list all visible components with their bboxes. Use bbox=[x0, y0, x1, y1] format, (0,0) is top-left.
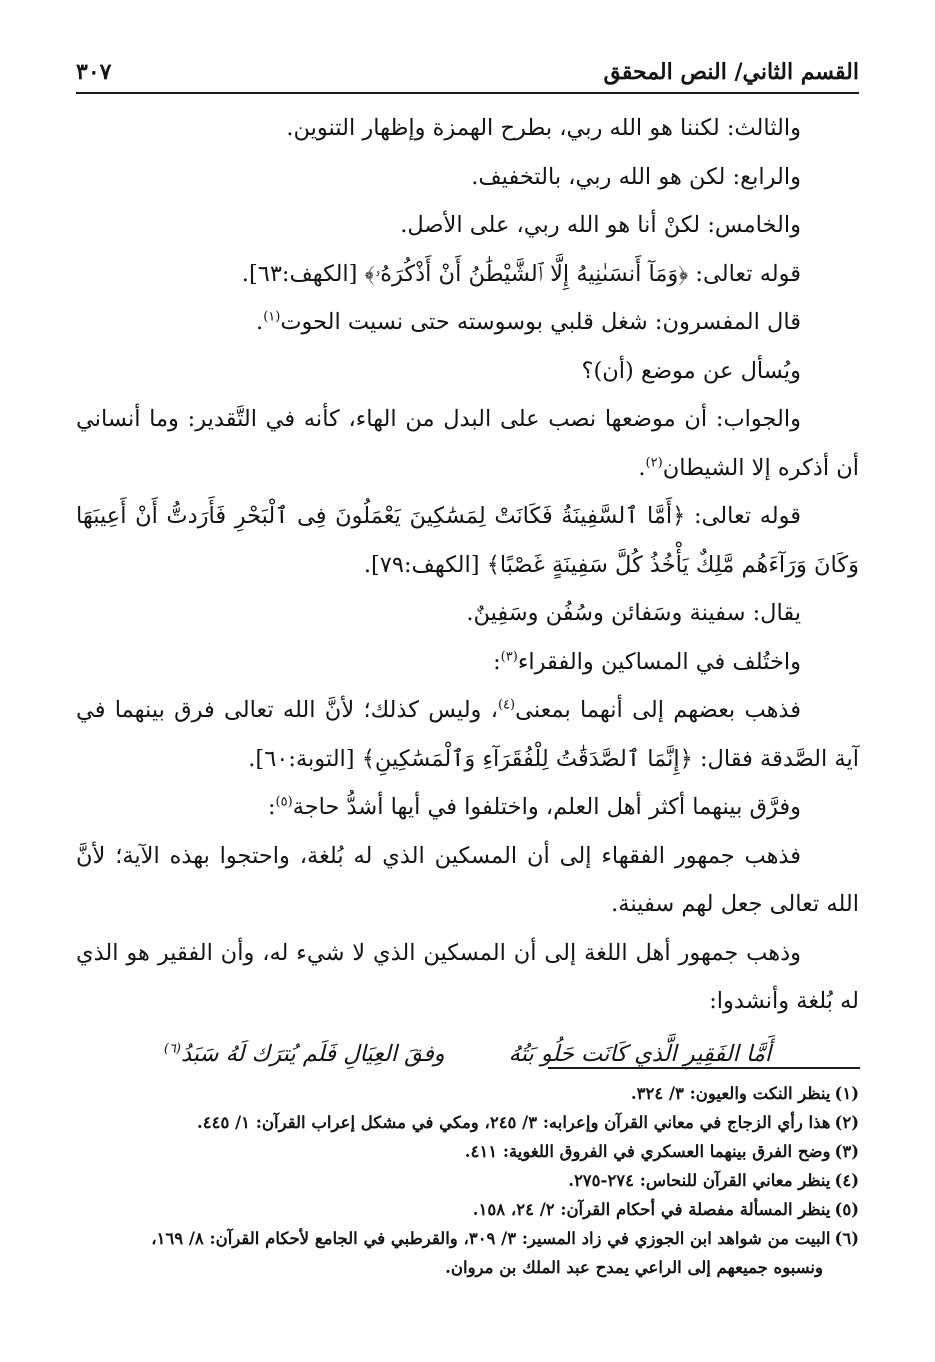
section-title: القسم الثاني/ النص المحقق bbox=[603, 59, 859, 85]
running-header bbox=[76, 52, 859, 92]
paragraph: يقال: سفينة وسَفائن وسُفُن وسَفِينٌ. bbox=[466, 600, 801, 626]
verse-hemistich-first: أَمَّا الفَقِيرِ الَّذي كَانَت حَلُو بَتُهُ bbox=[508, 1040, 772, 1067]
footnote-ref: (٥) bbox=[275, 794, 293, 810]
quran-verse: ﴿أَمَّا ٱلسَّفِينَةُ فَكَانَتْ لِمَسَٰكِينَ يَعْمَلُونَ فِى ٱلْبَحْرِ فَأَرَدتُّ أَنْ أَعِيبَهَا وَكَانَ وَرَآءَهُم مَّلِكٌ يَأْخُذُ كُلَّ سَفِينَةٍ غَصْبًا﴾ bbox=[76, 503, 859, 578]
quran-verse: ﴿إِنَّمَا ٱلصَّدَقَٰتُ لِلْفُقَرَآءِ وَٱلْمَسَٰكِينِ﴾ bbox=[361, 745, 693, 772]
paragraph: واختُلف في المساكين والفقراء$^{(٣)}$: bbox=[493, 648, 801, 675]
paragraph: والخامس: لكنْ أنا هو الله ربي، على الأصل. bbox=[400, 212, 801, 238]
footnote-ref: (٦) bbox=[163, 1041, 181, 1056]
quran-verse: ﴿وَمَآ أَنسَىٰنِيهُ إِلَّا ٱلشَّيْطَٰنُ أَنْ أَذْكُرَهُۥ﴾ bbox=[364, 260, 689, 287]
paragraph: والرابع: لكن هو الله ربي، بالتخفيف. bbox=[471, 163, 801, 190]
header-rule bbox=[76, 92, 859, 94]
verse-hemistich-second: وفقَ العِيَالِ فَلَم يُترَك لَهُ سَبَدُ$^{(٦)}$ bbox=[163, 1040, 445, 1067]
main-text bbox=[76, 104, 859, 1078]
paragraph: قال المفسرون: شغل قلبي بوسوسته حتى نسيت الحوت$^{(١)}$. bbox=[256, 309, 801, 335]
paragraph: وفرَّق بينهما أكثر أهل العلم، واختلفوا في أيها أشدُّ حاجة$^{(٥)}$: bbox=[267, 794, 801, 820]
footnote: (٢)هذا رأي الزجاج في معاني القرآن وإعرابه: ٣/ ٢٤٥، ومكي في مشكل إعراب القرآن: ١/ ٤٤٥. bbox=[197, 1113, 859, 1132]
paragraph: والجواب: أن موضعها نصب على البدل من الهاء، كأنه في التَّقدير: وما أنساني أن أذكره إلا الشيطان$^{(٢)}$. bbox=[76, 406, 859, 481]
paragraph: فذهب بعضهم إلى أنهما بمعنى$^{(٤)}$، وليس كذلك؛ لأنَّ الله تعالى فرق بينهما في آية الصَّدقة فقال: ﴿إِنَّمَا ٱلصَّدَقَٰتُ لِلْفُقَرَآءِ وَٱلْمَسَٰكِينِ﴾ [التوبة:٦٠]. bbox=[76, 697, 859, 772]
footnote-ref: (١) bbox=[263, 309, 281, 325]
footnote: (٦)البيت من شواهد ابن الجوزي في زاد المسير: ٣/ ٣٠٩، والقرطبي في الجامع لأحكام القرآن: ٨/ ١٦٩، ونسبوه جميعهم إلى الراعي يمدح عبد الملك بن مروان. bbox=[151, 1229, 859, 1277]
paragraph: وذهب جمهور أهل اللغة إلى أن المسكين الذي لا شيء له، وأن الفقير هو الذي له بُلغة وأنشدوا: bbox=[76, 939, 859, 1014]
footnote: (١)ينظر النكت والعيون: ٣/ ٣٢٤. bbox=[630, 1084, 859, 1103]
paragraph: والثالث: لكننا هو الله ربي، بطرح الهمزة وإظهار التنوين. bbox=[286, 115, 801, 141]
footnote-ref: (٢) bbox=[645, 455, 663, 470]
footnote: (٥)ينظر المسألة مفصلة في أحكام القرآن: ٢/ ٢٤، ١٥٨. bbox=[472, 1200, 859, 1219]
footnote-rule bbox=[548, 1067, 860, 1069]
quran-citation: قوله تعالى: ﴿أَمَّا ٱلسَّفِينَةُ فَكَانَتْ لِمَسَٰكِينَ يَعْمَلُونَ فِى ٱلْبَحْرِ فَأَرَدتُّ أَنْ أَعِيبَهَا وَكَانَ وَرَآءَهُم مَّلِكٌ يَأْخُذُ كُلَّ سَفِينَةٍ غَصْبًا﴾ [الكهف:٧٩]. bbox=[76, 503, 859, 578]
poetry-verse bbox=[76, 1030, 859, 1079]
quran-citation: قوله تعالى: ﴿وَمَآ أَنسَىٰنِيهُ إِلَّا ٱلشَّيْطَٰنُ أَنْ أَذْكُرَهُۥ﴾ [الكهف:٦٣]. bbox=[241, 260, 801, 287]
paragraph: ويُسأل عن موضع (أن)؟ bbox=[581, 357, 801, 384]
page-number: ٣٠٧ bbox=[76, 59, 112, 85]
paragraph: فذهب جمهور الفقهاء إلى أن المسكين الذي له بُلغة، واحتجوا بهذه الآية؛ لأنَّ الله تعالى جعل لهم سفينة. bbox=[76, 842, 859, 917]
footnote: (٣)وضح الفرق بينهما العسكري في الفروق اللغوية: ٤١١. bbox=[464, 1142, 859, 1161]
footnote-ref: (٣) bbox=[500, 649, 518, 664]
footnote-ref: (٤) bbox=[497, 697, 516, 713]
footnotes bbox=[76, 1079, 859, 1282]
footnote: (٤)ينظر معاني القرآن للنحاس: ٢٧٤-٢٧٥. bbox=[568, 1171, 859, 1190]
